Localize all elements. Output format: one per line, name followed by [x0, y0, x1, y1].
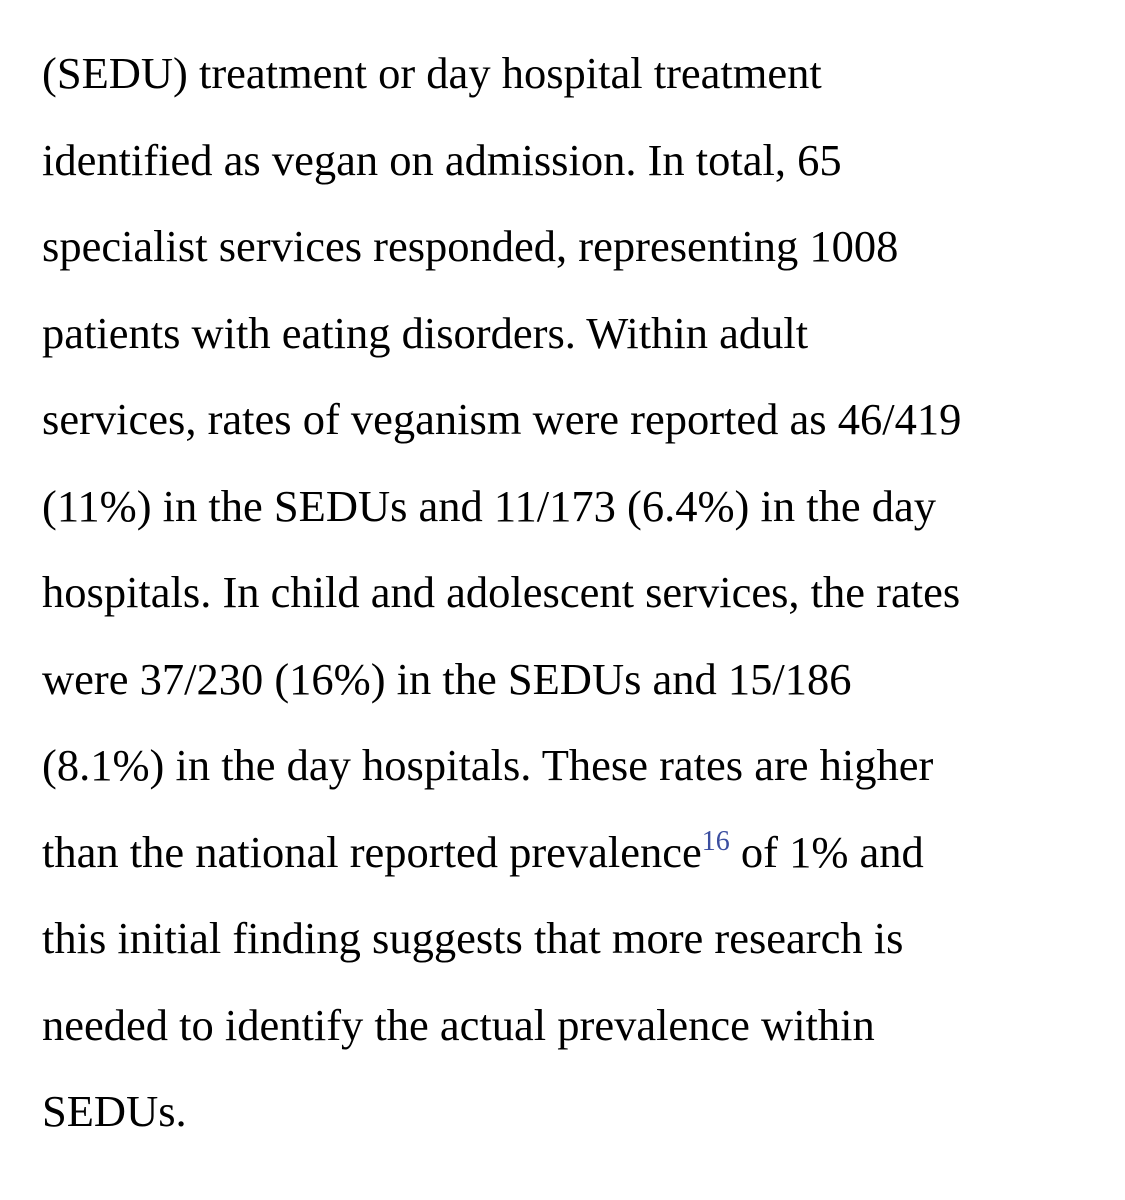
text-line: services, rates of veganism were reported as 46/419	[42, 394, 962, 444]
text-line: this initial finding suggests that more research is	[42, 913, 904, 963]
text-line: (8.1%) in the day hospitals. These rates are higher	[42, 740, 934, 790]
text-line: SEDUs.	[42, 1086, 187, 1136]
text-line: identified as vegan on admission. In total, 65	[42, 134, 842, 185]
text-line-with-citation	[42, 809, 1102, 896]
text-segment: of 1% and	[729, 826, 924, 877]
text-line: were 37/230 (16%) in the SEDUs and 15/186	[42, 653, 852, 704]
citation-link-16[interactable]: 16	[701, 825, 730, 857]
article-paragraph	[42, 30, 1102, 1155]
text-line: hospitals. In child and adolescent services, the rates	[42, 567, 961, 617]
text-line: (SEDU) treatment or day hospital treatment	[42, 48, 822, 98]
text-line: specialist services responded, representing 1008	[42, 221, 899, 271]
text-segment: than the national reported prevalence	[42, 826, 702, 877]
text-line: patients with eating disorders. Within adult	[42, 307, 809, 358]
text-line: needed to identify the actual prevalence within	[42, 999, 875, 1050]
text-line: (11%) in the SEDUs and 11/173 (6.4%) in the day	[42, 480, 936, 531]
